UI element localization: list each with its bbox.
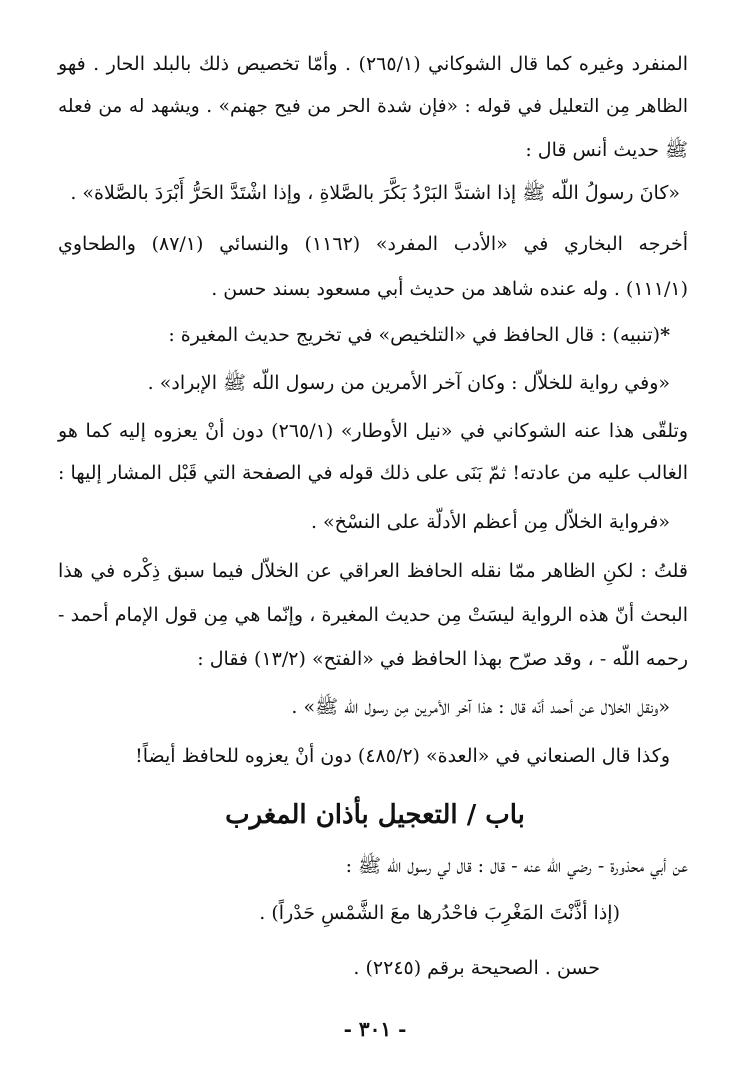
hadith-quote: «كانَ رسولُ اللّه ﷺ إذا اشتدَّ البَرْدُ بَكَّرَ بالصَّلاةِ ، وإذا اشْتَدَّ الحَرُّ أَبْرَدَ بالصَّلاة» . bbox=[70, 182, 680, 204]
text-line: الظاهر مِن التعليل في قوله : «فإن شدة الحر من فيح جهنم» . ويشهد له من فعله bbox=[58, 96, 688, 117]
grading-line: حسن . الصحيحة برقم (٢٢٤٥) . bbox=[353, 957, 600, 979]
quote-line: «فرواية الخلاّل مِن أعظم الأدلّة على النسْخ» . bbox=[310, 511, 670, 533]
text-line: ﷺ حديث أنس قال : bbox=[525, 139, 688, 161]
text-line: الغالب عليه من عادته! ثمّ بَنَى على ذلك قوله في الصفحة التي قَبْل المشار إليها : bbox=[58, 462, 688, 484]
page-number: - ٣٠١ - bbox=[343, 1017, 407, 1041]
text-line: وكذا قال الصنعاني في «العدة» (٤٨٥/٢) دون أنْ يعزوه للحافظ أيضاً! bbox=[135, 745, 670, 767]
quote-line: «وفي رواية للخلاّل : وكان آخر الأمرين من رسول اللّه ﷺ الإبراد» . bbox=[147, 372, 670, 394]
text-line: وتلقّى هذا عنه الشوكاني في «نيل الأوطار» (٢٦٥/١) دون أنْ يعزوه إليه كما هو bbox=[58, 420, 688, 442]
text-line: قلتُ : لكنِ الظاهر ممّا نقله الحافظ العراقي عن الخلاّل فيما سبق ذِكْره في هذا bbox=[58, 560, 688, 582]
text-line: أخرجه البخاري في «الأدب المفرد» (١١٦٢) والنسائي (٨٧/١) والطحاوي bbox=[58, 233, 688, 255]
section-heading: باب / التعجيل بأذان المغرب bbox=[225, 800, 525, 830]
text-line: عن أبي محذورة - رضي الله عنه - قال : قال لي رسول اللّه ﷺ : bbox=[345, 855, 688, 877]
text-line: (١١١/١) . وله عنده شاهد من حديث أبي مسعود بسند حسن . bbox=[211, 278, 688, 300]
text-line: رحمه اللّه - ، وقد صرّح بهذا الحافظ في «الفتح» (١٣/٢) فقال : bbox=[197, 648, 688, 670]
text-line: المنفرد وغيره كما قال الشوكاني (٢٦٥/١) . وأمّا تخصيص ذلك بالبلد الحار . فهو bbox=[58, 53, 688, 75]
quote-line: «ونقل الخلال عن أحمد أنّه قال : هذا آخر الأمرين مِن رسول اللّه ﷺ» . bbox=[291, 696, 670, 718]
text-line: البحث أنّ هذه الرواية ليسَتْ مِن حديث المغيرة ، وإنّما هي مِن قول الإمام أحمد - bbox=[58, 604, 688, 626]
note-line bbox=[40, 322, 670, 348]
hadith-quote: (إذا أذَّنْتَ المَغْرِبَ فاحْدُرها معَ الشَّمْسِ حَدْراً) . bbox=[259, 902, 620, 924]
note-text: (تنبيه) : قال الحافظ في «التلخيص» في تخريج حديث المغيرة : bbox=[168, 324, 661, 346]
star-marker: * bbox=[660, 324, 670, 346]
